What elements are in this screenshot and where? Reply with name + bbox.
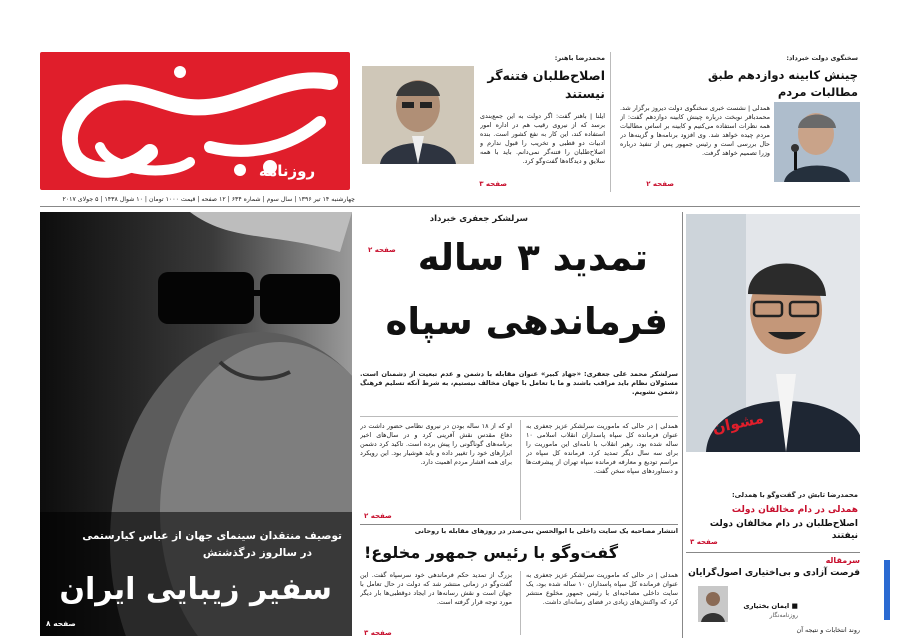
feature-page-ref[interactable]: صفحه ۸ [46, 619, 76, 628]
secondary-kicker: انتشار مصاحبه یک سایت داخلی با ابوالحسن بنی‌صدر در روزهای مقابله با روحانی [414, 527, 678, 535]
top-right-page-ref[interactable]: صفحه ۲ [646, 180, 674, 188]
feature-subhead-2: در سالروز درگذشتش [202, 547, 312, 559]
top-mid-headline-1: اصلاح‌طلبان فتنه‌گر [487, 68, 605, 83]
top-right-headline-1: چینش کابینه دوازدهم طبق [707, 68, 858, 82]
interview-logo: مشوان [710, 408, 766, 438]
top-mid-kicker: محمدرضا باهنر: [554, 54, 605, 62]
dateline: چهارشنبه ۱۴ تیر ۱۳۹۶ | سال سوم | شماره ۶۳۴ | ۱۲ صفحه | قیمت ۱۰۰۰ تومان | ۱۰ شوال ۱۴۳۸ | ۵ جولای ۲۰۱۷ [62, 196, 355, 203]
top-story-mid[interactable] [362, 52, 607, 192]
right-page-ref[interactable]: صفحه ۳ [690, 538, 718, 546]
main-headline-2: فرماندهی سپاه [385, 300, 668, 343]
editorial-tag: سرمقاله [825, 556, 860, 565]
person-photo-icon [362, 66, 474, 164]
author-avatar-icon [698, 586, 728, 622]
secondary-col-right: همدلی | در حالی که ماموریت سرلشکر عزیز جعفری به عنوان فرمانده کل سپاه پاسداران ۱۰ ساله شده بود، یک سایت داخلی مصاحبه‌ای با رئیس جمهور مخلوع منتشر کرد که واکنش‌های زیادی در فضای رسانه‌ای داشت. [526, 571, 678, 606]
main-lead: سرلشکر محمد علی جعفری: «جهاد کبیر» عنوان مقابله با دشمن و عدم تبعیت از دشمنان است. مسئولان نظام باید مراقب باشند و ما با تعامل با جهان مخالف نیستیم، به شرط آنکه تسلیم فرهنگ دشمن نشویم. [360, 370, 678, 396]
top-mid-headline-2: نیستند [565, 86, 605, 101]
top-story-right[interactable] [614, 52, 860, 192]
secondary-story[interactable] [360, 527, 678, 639]
top-mid-body: ایلنا | باهنر گفت: اگر دولت به این جمع‌بندی برسد که از نیروی رقیب هم در اداره امور استفاده کند، این کار به نفع کشور است. بنده ادبیات دو قطبی و تخریب را قبول ندارم و اصلاح‌طلبان را فتنه‌گر نمی‌دانم. باید با همه سلایق و دیدگاه‌ها گفت‌وگو کرد. [480, 112, 605, 165]
main-page-ref[interactable]: صفحه ۲ [364, 512, 392, 520]
top-right-kicker: سخنگوی دولت خبرداد: [786, 54, 858, 62]
main-col-left: او که از ۱۸ ساله بودن در نیروی نظامی حضور داشت در دفاع مقدس نقش آفرینی کرد و در سال‌های اخیر برنامه‌های گوناگونی را پیش برده است. تاکید کرد دشمن ابزارهای خود را تغییر داده و باید هوشیار بود. این رویکرد برای همه اقشار مردم اهمیت دارد. [360, 422, 512, 466]
feature-subhead-1: توصیف منتقدان سینمای جهان از عباس کیارستمی [82, 530, 342, 542]
editorial-headline: فرصت آزادی و بی‌اختیاری اصول‌گرایان [688, 568, 860, 578]
right-kicker: محمدرضا تابش در گفت‌وگو با همدلی: [731, 491, 858, 499]
secondary-col-left: بزرگ از تمدید حکم فرماندهی خود سرسپاه گفت. این گفت‌وگو در زمانی منتشر شد که دولت در حال تعامل با جهان است و نقش رسانه‌ها در ایجاد دوقطبی‌ها بار دیگر مورد توجه قرار گرفته است. [360, 571, 512, 606]
author-photo [698, 586, 728, 622]
main-story[interactable] [360, 212, 678, 522]
person-photo-icon [686, 214, 860, 452]
top-mid-page-ref[interactable]: صفحه ۳ [479, 180, 507, 188]
editorial-author-role: روزنامه‌نگار [769, 612, 798, 619]
secondary-page-ref[interactable]: صفحه ۳ [364, 629, 392, 637]
kiarostami-feature[interactable] [40, 212, 352, 636]
person-photo-icon [774, 102, 860, 182]
main-kicker: سرلشکر جعفری خبرداد [429, 214, 528, 224]
top-right-body: همدلی | نشست خبری سخنگوی دولت دیروز برگزار شد. محمدباقر نوبخت درباره چینش کابینه دوازدهم گفت: از همه نظرات استفاده می‌کنیم و کابینه بر اساس مطالبات مردم چیده خواهد شد. وی افزود برنامه‌ها و گزینه‌ها در حال بررسی است و رئیس جمهور پس از تنفیذ درباره وزرا تصمیم خواهد گرفت. [620, 104, 770, 157]
right-caption-red: همدلی در دام مخالفان دولت [731, 505, 858, 515]
main-page-ref-top[interactable]: صفحه ۲ [368, 246, 396, 254]
main-col-right: همدلی | در حالی که ماموریت سرلشکر عزیز جعفری به عنوان فرمانده کل سپاه پاسداران انقلاب اسلامی ۱۰ ساله شده بود، رهبر انقلاب با نامه‌ای این ماموریت را برای سه سال دیگر تمدید کرد. فرمانده کل سپاه در مراسم تودیع و معارفه فرمانده سپاه تهران از پیشرفت‌ها و دستاوردهای سپاه سخن گفت. [526, 422, 678, 475]
right-headline: اصلاح‌طلبان در دام مخالفان دولت نیفتند [709, 519, 858, 541]
tabesh-photo [686, 214, 860, 452]
secondary-headline: گفت‌وگو با رئیس جمهور مخلوع! [364, 543, 618, 562]
main-headline-1: تمدید ۳ ساله [417, 236, 648, 279]
editorial-body: روند انتخابات و نتیجه آن [796, 626, 860, 634]
logo-sub-text: روزنامه [258, 162, 316, 180]
page-edge-strip [884, 560, 890, 620]
feature-headline: سفیر زیبایی ایران [59, 572, 332, 607]
bahonar-photo [362, 66, 474, 164]
nobakht-photo [774, 102, 860, 182]
editorial-author: ■ ایمان بختیاری [743, 602, 798, 610]
editorial-box[interactable] [686, 556, 860, 638]
top-right-headline-2: مطالبات مردم [777, 85, 858, 99]
